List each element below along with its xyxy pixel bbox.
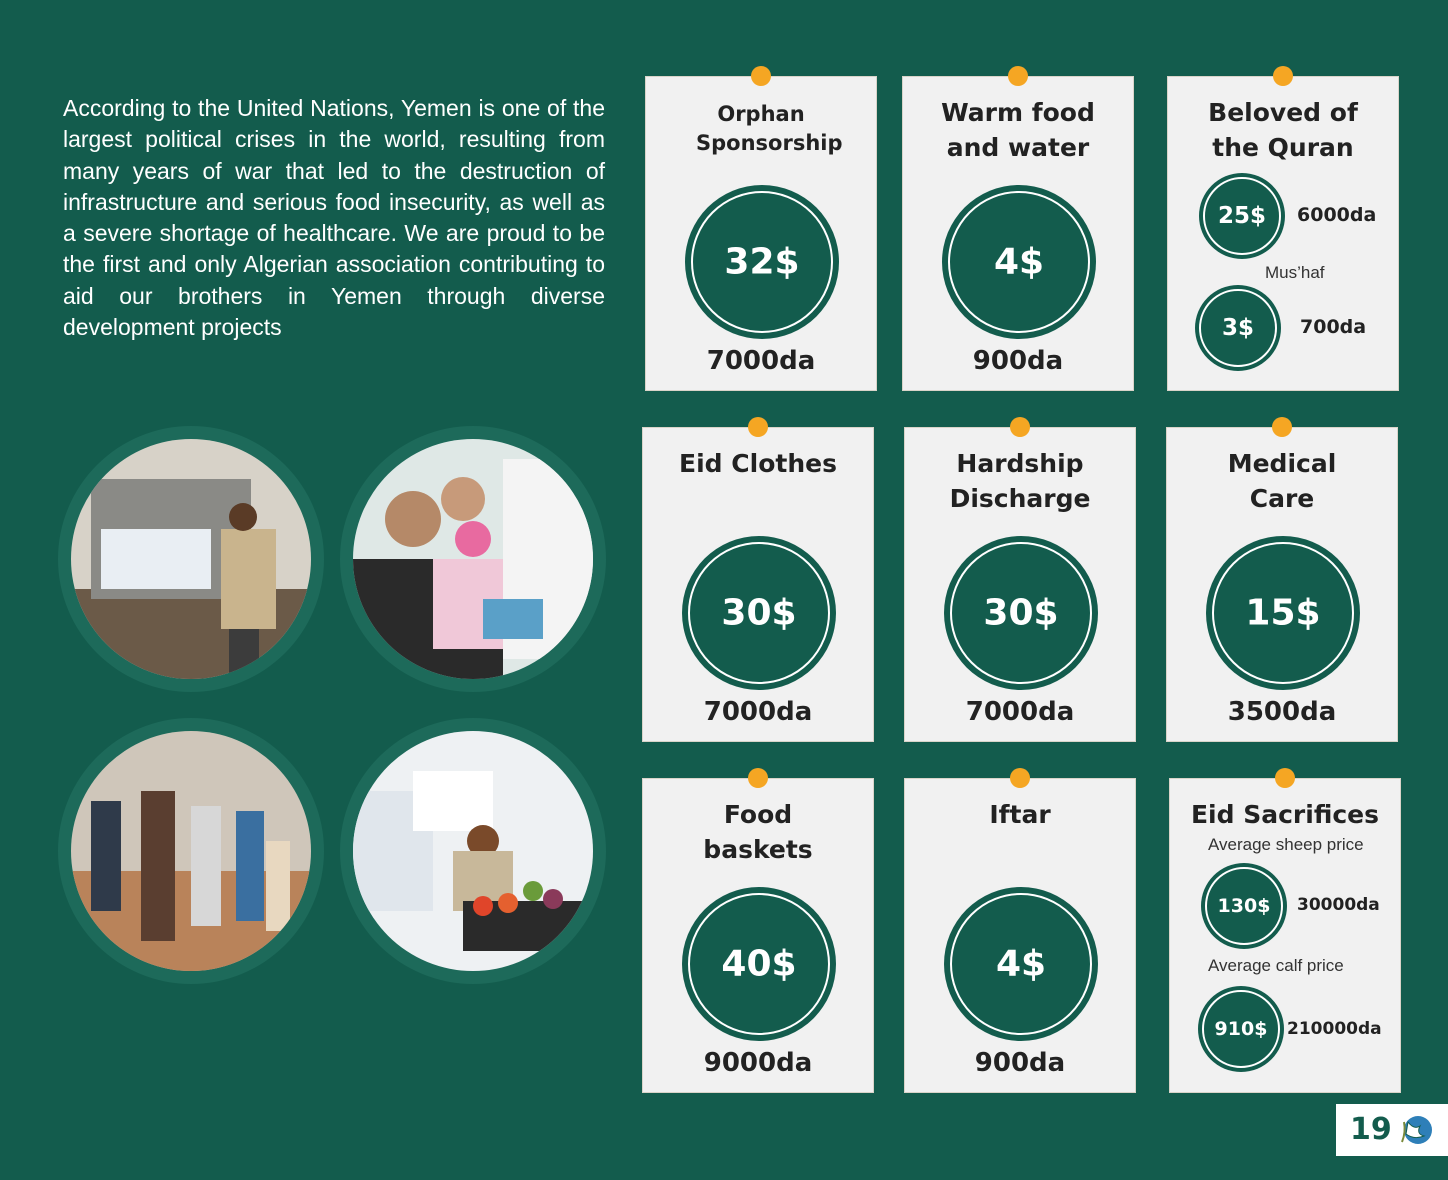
pin-icon (1008, 66, 1028, 86)
price-da: 9000da (703, 1048, 813, 1078)
price-da: 3500da (1227, 697, 1337, 727)
price-usd-circle: 25$ (1199, 173, 1285, 259)
photo-man-with-child (340, 426, 606, 692)
pin-icon (1010, 768, 1030, 788)
card-eid-sacrifices (1169, 778, 1401, 1093)
pin-icon (1010, 417, 1030, 437)
card-title: Medical Care (1227, 449, 1337, 513)
photo-vegetables-stall (340, 718, 606, 984)
card-eid-clothes (642, 427, 874, 742)
sheep-price-label: Average sheep price (1208, 835, 1364, 854)
price-da: 7000da (703, 697, 813, 727)
pin-icon (1273, 66, 1293, 86)
card-warm-food (902, 76, 1134, 391)
photo-aid-truck (58, 426, 324, 692)
pin-icon (751, 66, 771, 86)
card-food-baskets (642, 778, 874, 1093)
card-title: Orphan Sponsorship (696, 102, 843, 155)
card-title: Warm food and water (941, 98, 1095, 162)
pin-icon (1272, 417, 1292, 437)
calf-price-label: Average calf price (1208, 956, 1344, 975)
card-title: Hardship Discharge (949, 449, 1091, 513)
page-number: 19 (1350, 1112, 1392, 1147)
price-da: 700da (1300, 316, 1367, 338)
price-usd-circle: 4$ (942, 185, 1096, 339)
card-title: Eid Sacrifices (1190, 800, 1380, 829)
card-iftar (904, 778, 1136, 1093)
price-usd-circle: 130$ (1201, 863, 1287, 949)
price-usd-circle: 15$ (1206, 536, 1360, 690)
price-usd-circle: 30$ (682, 536, 836, 690)
price-usd-circle: 910$ (1198, 986, 1284, 1072)
pin-icon (1275, 768, 1295, 788)
price-da: 30000da (1297, 895, 1380, 915)
page-badge (1336, 1104, 1448, 1156)
card-beloved-quran (1167, 76, 1399, 391)
pin-icon (748, 768, 768, 788)
card-orphan-sponsorship (645, 76, 877, 391)
card-title: Iftar (989, 800, 1051, 829)
price-da: 900da (974, 1048, 1066, 1078)
photo-camp-walk (58, 718, 324, 984)
price-da: 6000da (1297, 204, 1377, 226)
card-medical-care (1166, 427, 1398, 742)
card-title: Eid Clothes (679, 449, 837, 478)
price-usd-circle: 40$ (682, 887, 836, 1041)
intro-paragraph: According to the United Nations, Yemen is one of the largest political crises in the world, resulting from many years of war that led to the destruction of infrastructure and serious food insecurity, as well as a severe shortage of healthcare. We are proud to be the first and only Algerian association contributing to aid our brothers in Yemen through diverse development projects (63, 95, 605, 341)
price-da: 210000da (1287, 1019, 1382, 1039)
price-da: 7000da (965, 697, 1075, 727)
price-da: 7000da (706, 346, 816, 376)
price-usd-circle: 32$ (685, 185, 839, 339)
price-usd-circle: 30$ (944, 536, 1098, 690)
mushaf-label: Mus’haf (1265, 263, 1325, 282)
price-usd-circle: 3$ (1195, 285, 1281, 371)
card-title: Food baskets (703, 800, 813, 864)
price-usd-circle: 4$ (944, 887, 1098, 1041)
card-hardship-discharge (904, 427, 1136, 742)
pin-icon (748, 417, 768, 437)
card-title: Beloved of the Quran (1208, 98, 1358, 162)
price-da: 900da (972, 346, 1064, 376)
dove-globe-icon (1398, 1112, 1434, 1148)
